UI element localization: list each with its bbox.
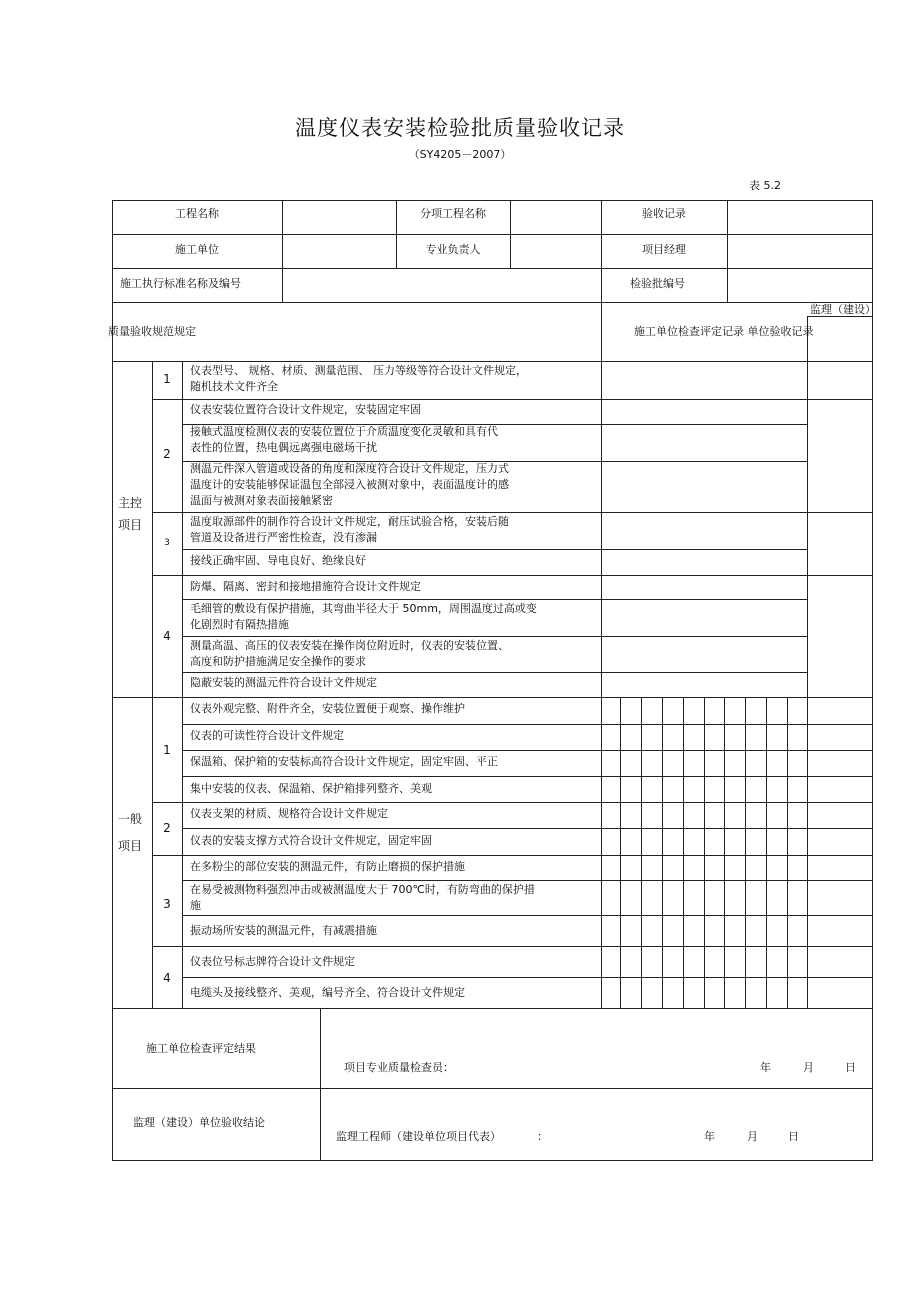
main-item: 接触式温度检测仪表的安装位置位于介质温度变化灵敏和具有代 表性的位置，热电偶远离强电磁场干扰 bbox=[190, 425, 498, 454]
table-rule bbox=[112, 302, 873, 303]
table-rule bbox=[601, 361, 602, 698]
general-item: 电缆头及接线整齐、美观，编号齐全、符合设计文件规定 bbox=[190, 986, 465, 999]
table-rule bbox=[510, 200, 511, 269]
main-item: 温度取源部件的制作符合设计文件规定，耐压试验合格，安装后随 管道及设备进行严密性检查，没有渗漏 bbox=[190, 515, 509, 544]
label-colon: ： bbox=[537, 1130, 548, 1143]
table-rule bbox=[807, 316, 808, 698]
table-rule bbox=[182, 828, 873, 829]
main-item: 毛细管的敷设有保护措施，其弯曲半径大于 50mm，周围温度过高或变 化剧烈时有隔热措施 bbox=[190, 602, 537, 631]
general-item: 仪表的安装支撑方式符合设计文件规定，固定牢固 bbox=[190, 834, 432, 847]
table-rule bbox=[152, 855, 873, 856]
table-rule bbox=[112, 361, 873, 362]
label-project-name: 工程名称 bbox=[175, 207, 219, 220]
label-supervision-conclusion: 监理（建设）单位验收结论 bbox=[133, 1116, 265, 1129]
main-item: 接线正确牢固、导电良好、绝缘良好 bbox=[190, 554, 366, 567]
general-group-no: 2 bbox=[163, 821, 171, 835]
general-items-label: 一般项目 bbox=[118, 812, 143, 853]
table-rule bbox=[112, 1160, 873, 1161]
table-rule bbox=[683, 697, 684, 1009]
table-rule bbox=[787, 697, 788, 1009]
page-title: 温度仪表安装检验批质量验收记录 bbox=[295, 116, 625, 140]
general-item: 仪表支架的材质、规格符合设计文件规定 bbox=[190, 807, 388, 820]
general-group-no: 1 bbox=[163, 743, 171, 757]
label-batch-no: 检验批编号 bbox=[630, 277, 685, 290]
general-item: 保温箱、保护箱的安装标高符合设计文件规定，固定牢固、平正 bbox=[190, 755, 498, 768]
date-year: 年 bbox=[760, 1061, 771, 1074]
date-month: 月 bbox=[803, 1061, 814, 1074]
general-item: 集中安装的仪表、保温箱、保护箱排列整齐、美观 bbox=[190, 782, 432, 795]
main-item: 防爆、隔离、密封和接地措施符合设计文件规定 bbox=[190, 580, 421, 593]
label-supervision: 监理（建设） bbox=[810, 303, 876, 316]
table-rule bbox=[182, 549, 808, 550]
main-group-no: 1 bbox=[163, 372, 171, 386]
table-rule bbox=[641, 697, 642, 1009]
table-rule bbox=[182, 361, 183, 1009]
date-day: 日 bbox=[845, 1061, 856, 1074]
label-professional-lead: 专业负责人 bbox=[425, 243, 481, 256]
table-rule bbox=[182, 599, 808, 600]
main-items-label: 主控项目 bbox=[118, 496, 143, 532]
table-rule bbox=[112, 200, 873, 201]
general-item: 在多粉尘的部位安装的测温元件，有防止磨损的保护措施 bbox=[190, 860, 465, 873]
main-item: 仪表型号、 规格、材质、测量范围、 压力等级等符合设计文件规定， 随机技术文件齐全 bbox=[190, 364, 527, 393]
main-item: 测量高温、高压的仪表安装在操作岗位附近时，仪表的安装位置、 高度和防护措施满足安全操作的要求 bbox=[190, 639, 509, 668]
table-rule bbox=[182, 672, 808, 673]
date-day: 日 bbox=[788, 1130, 799, 1143]
table-rule bbox=[282, 200, 283, 269]
table-rule bbox=[872, 200, 873, 1161]
general-group-no: 4 bbox=[163, 971, 171, 985]
table-rule bbox=[152, 399, 873, 400]
table-rule bbox=[727, 200, 728, 303]
label-supervisor: 监理工程师（建设单位项目代表） bbox=[336, 1130, 501, 1143]
date-month: 月 bbox=[747, 1130, 758, 1143]
table-rule bbox=[152, 575, 873, 576]
table-rule bbox=[182, 977, 873, 978]
table-rule bbox=[807, 697, 808, 1009]
table-number: 表 5.2 bbox=[749, 179, 781, 192]
label-project-manager: 项目经理 bbox=[642, 243, 686, 256]
table-rule bbox=[112, 697, 873, 698]
label-qc-inspector: 项目专业质量检查员： bbox=[344, 1061, 454, 1074]
general-item: 在易受被测物料强烈冲击或被测温度大于 700℃时，有防弯曲的保护措 施 bbox=[190, 883, 535, 912]
table-rule bbox=[182, 915, 873, 916]
main-group-no: 3 bbox=[164, 538, 170, 548]
table-rule bbox=[182, 776, 873, 777]
main-item: 隐蔽安装的测温元件符合设计文件规定 bbox=[190, 676, 377, 689]
table-rule bbox=[112, 1008, 873, 1009]
table-rule bbox=[766, 697, 767, 1009]
main-item: 测温元件深入管道或设备的角度和深度符合设计文件规定，压力式 温度计的安装能够保证温包全部浸入被测对象中，表面温度计的感 温面与被测对象表面接触紧密 bbox=[190, 462, 509, 507]
table-rule bbox=[152, 946, 873, 947]
table-rule bbox=[182, 724, 873, 725]
main-item: 仪表安装位置符合设计文件规定，安装固定牢固 bbox=[190, 403, 421, 416]
table-rule bbox=[601, 697, 602, 1009]
table-rule bbox=[182, 880, 873, 881]
label-sub-project: 分项工程名称 bbox=[420, 207, 486, 220]
label-spec: 质量验收规范规定 bbox=[108, 325, 196, 338]
table-rule bbox=[112, 200, 113, 1161]
main-group-no: 4 bbox=[163, 629, 171, 643]
label-standard-name: 施工执行标准名称及编号 bbox=[120, 277, 241, 290]
table-rule bbox=[704, 697, 705, 1009]
label-construction-record: 施工单位检查评定记录 单位验收记录 bbox=[634, 325, 814, 338]
table-rule bbox=[662, 697, 663, 1009]
main-group-no: 2 bbox=[163, 447, 171, 461]
table-rule bbox=[152, 802, 873, 803]
table-rule bbox=[601, 200, 602, 362]
table-rule bbox=[182, 750, 873, 751]
label-construction-unit: 施工单位 bbox=[175, 243, 219, 256]
table-rule bbox=[724, 697, 725, 1009]
table-rule bbox=[320, 1008, 321, 1161]
general-item: 仪表位号标志牌符合设计文件规定 bbox=[190, 955, 355, 968]
general-item: 仪表外观完整、附件齐全，安装位置便于观察、操作维护 bbox=[190, 702, 465, 715]
label-acceptance-record: 验收记录 bbox=[642, 207, 686, 220]
label-construction-result: 施工单位检查评定结果 bbox=[146, 1042, 256, 1055]
table-rule bbox=[112, 268, 873, 269]
standard-code: （SY4205－2007） bbox=[408, 148, 512, 161]
table-rule bbox=[620, 697, 621, 1009]
general-group-no: 3 bbox=[163, 897, 171, 911]
date-year: 年 bbox=[704, 1130, 715, 1143]
table-rule bbox=[282, 268, 283, 303]
general-item: 仪表的可读性符合设计文件规定 bbox=[190, 729, 344, 742]
table-rule bbox=[112, 1088, 873, 1089]
table-rule bbox=[152, 512, 873, 513]
general-item: 振动场所安装的测温元件，有减震措施 bbox=[190, 924, 377, 937]
table-rule bbox=[182, 636, 808, 637]
table-rule bbox=[112, 234, 873, 235]
table-rule bbox=[745, 697, 746, 1009]
